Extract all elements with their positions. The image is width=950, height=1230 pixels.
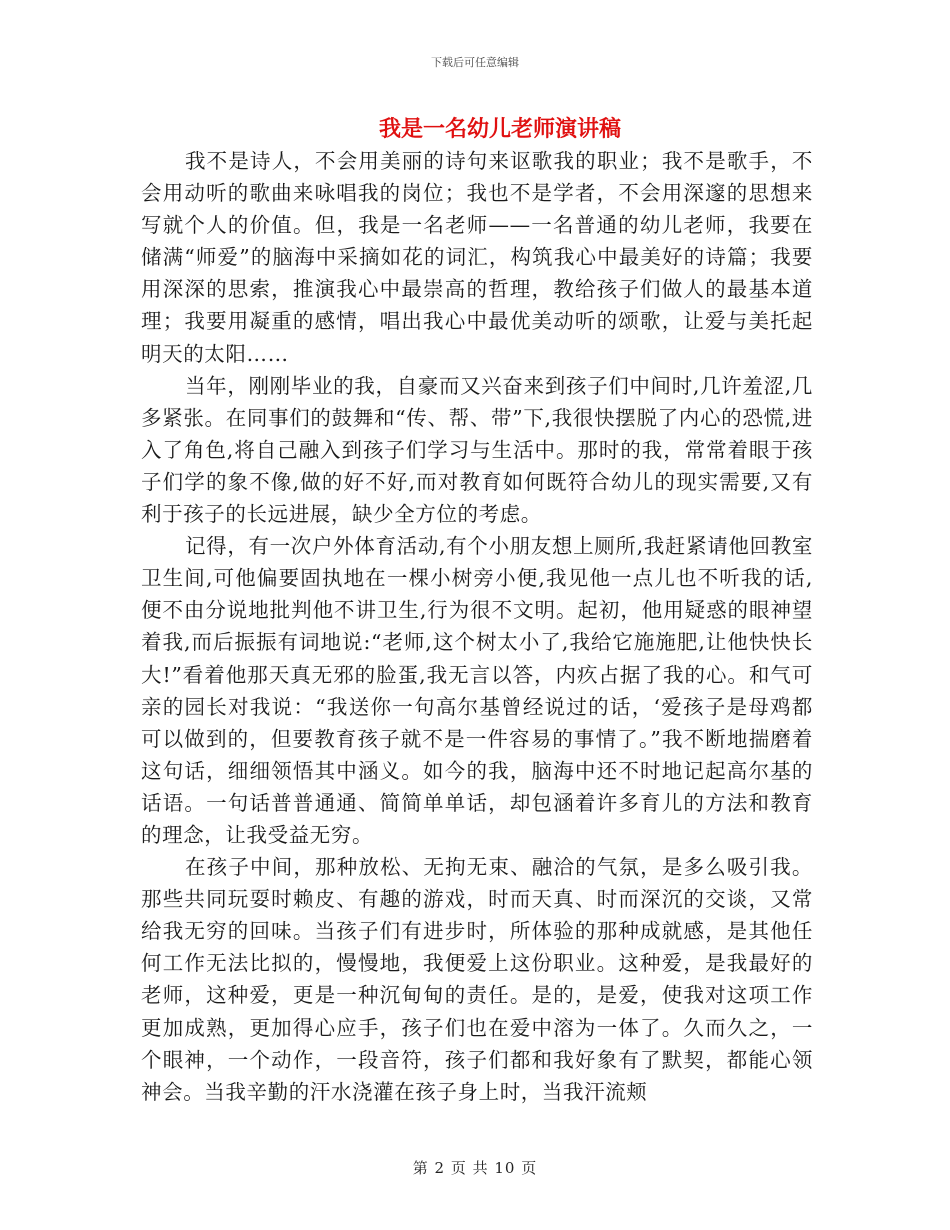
page-number-footer: 第 2 页 共 10 页 [412, 1159, 538, 1177]
header-note: 下载后可任意编辑 [431, 56, 519, 69]
paragraph-2: 当年，刚刚毕业的我，自豪而又兴奋来到孩子们中间时,几许羞涩,几多紧张。在同事们的鼓舞和“传、帮、带”下,我很快摆脱了内心的恐慌,进入了角色,将自己融入到孩子们学习与生活中。那时的我，常常着眼于孩子们学的象不像,做的好不好,而对教育如何既符合幼儿的现实需要,又有利于孩子的长远进展，缺少全方位的考虑。 [141, 373, 813, 527]
document-body [141, 145, 813, 1108]
paragraph-4: 在孩子中间，那种放松、无拘无束、融洽的气氛，是多么吸引我。那些共同玩耍时赖皮、有趣的游戏，时而天真、时而深沉的交谈，又常给我无穷的回味。当孩子们有进步时，所体验的那种成就感，是其他任何工作无法比拟的，慢慢地，我便爱上这份职业。这种爱，是我最好的老师，这种爱，更是一种沉甸甸的责任。是的，是爱，使我对这项工作更加成熟，更加得心应手，孩子们也在爱中溶为一体了。久而久之，一个眼神，一个动作，一段音符，孩子们都和我好象有了默契，都能心领神会。当我辛勤的汗水浇灌在孩子身上时，当我汗流颊 [141, 855, 813, 1104]
paragraph-3: 记得，有一次户外体育活动,有个小朋友想上厕所,我赶紧请他回教室卫生间,可他偏要固执地在一棵小树旁小便,我见他一点儿也不听我的话,便不由分说地批判他不讲卫生,行为很不文明。起初，他用疑惑的眼神望着我,而后振振有词地说:“老师,这个树太小了,我给它施施肥,让他快快长大!”看着他那天真无邪的脸蛋,我无言以答，内疚占据了我的心。和气可亲的园长对我说：“我送你一句高尔基曾经说过的话，‘爱孩子是母鸡都可以做到的，但要教育孩子就不是一件容易的事情了。”我不断地揣磨着这句话，细细领悟其中涵义。如今的我，脑海中还不时地记起高尔基的话语。一句话普普通通、简简单单话，却包涵着许多育儿的方法和教育的理念，让我受益无穷。 [141, 534, 813, 847]
paragraph-1: 我不是诗人，不会用美丽的诗句来讴歌我的职业；我不是歌手，不会用动听的歌曲来咏唱我的岗位；我也不是学者，不会用深邃的思想来写就个人的价值。但，我是一名老师——一名普通的幼儿老师，我要在储满“师爱”的脑海中采摘如花的词汇，构筑我心中最美好的诗篇；我要用深深的思索，推演我心中最崇高的哲理，教给孩子们做人的最基本道理；我要用凝重的感情，唱出我心中最优美动听的颂歌，让爱与美托起明天的太阳…… [141, 149, 813, 366]
document-title: 我是一名幼儿老师演讲稿 [378, 116, 621, 142]
